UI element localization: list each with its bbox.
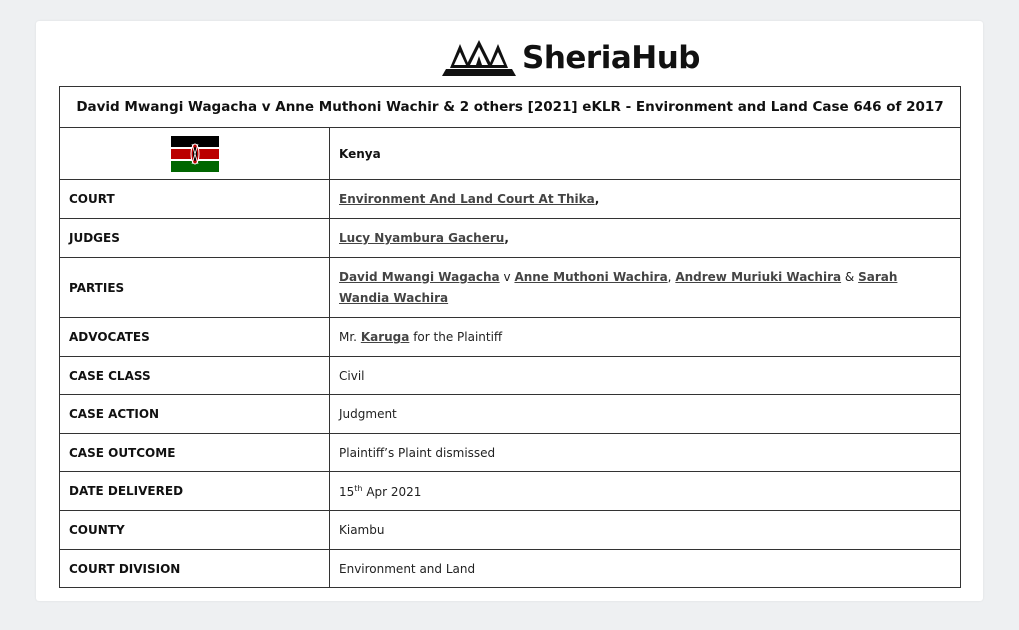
ampersand-text: & (844, 269, 855, 284)
parties-value (330, 258, 961, 318)
judges-label: JUDGES (60, 219, 330, 258)
court-division-row (60, 550, 961, 588)
sheriahub-logo[interactable] (440, 36, 700, 80)
advocates-label: ADVOCATES (60, 318, 330, 357)
county-row (60, 511, 961, 550)
court-label: COURT (60, 180, 330, 219)
case-title: David Mwangi Wagacha v Anne Muthoni Wachir & 2 others [2021] eKLR - Environment and Land Case 646 of 2017 (60, 87, 961, 128)
title-row (60, 87, 961, 128)
party-link-defendant-1[interactable]: Anne Muthoni Wachira (514, 269, 668, 284)
case-class-row (60, 357, 961, 395)
party-link-defendant-3[interactable]: Sarah Wandia Wachira (339, 269, 898, 305)
case-action-value: Judgment (330, 395, 961, 434)
advocates-row (60, 318, 961, 357)
country-flag-cell (60, 128, 330, 180)
court-row (60, 180, 961, 219)
parties-label: PARTIES (60, 258, 330, 318)
court-link[interactable]: Environment And Land Court At Thika (339, 192, 595, 206)
court-suffix: , (594, 192, 600, 206)
advocate-link[interactable]: Karuga (360, 330, 410, 344)
party-separator: , (667, 269, 672, 284)
case-metadata-table (59, 86, 961, 588)
date-delivered-value (330, 472, 961, 511)
judges-value (330, 219, 961, 258)
judge-link[interactable]: Lucy Nyambura Gacheru (339, 231, 505, 245)
case-outcome-label: CASE OUTCOME (60, 434, 330, 472)
case-action-label: CASE ACTION (60, 395, 330, 434)
county-value: Kiambu (330, 511, 961, 550)
case-outcome-value: Plaintiff’s Plaint dismissed (330, 434, 961, 472)
country-row (60, 128, 961, 180)
date-delivered-row (60, 472, 961, 511)
scales-of-justice-icon (440, 38, 518, 78)
case-class-label: CASE CLASS (60, 357, 330, 395)
date-delivered-label: DATE DELIVERED (60, 472, 330, 511)
party-link-defendant-2[interactable]: Andrew Muriuki Wachira (675, 269, 842, 284)
date-ordinal: th (354, 483, 363, 493)
case-class-value: Civil (330, 357, 961, 395)
parties-row (60, 258, 961, 318)
versus-text: v (503, 269, 511, 284)
party-link-plaintiff[interactable]: David Mwangi Wagacha (339, 269, 500, 284)
advocate-prefix: Mr. (339, 330, 357, 344)
judges-row (60, 219, 961, 258)
date-rest: Apr 2021 (366, 484, 422, 499)
case-outcome-row (60, 434, 961, 472)
advocates-value (330, 318, 961, 357)
advocate-suffix: for the Plaintiff (413, 330, 503, 344)
kenya-flag-icon (171, 136, 219, 172)
court-value (330, 180, 961, 219)
case-action-row (60, 395, 961, 434)
county-label: COUNTY (60, 511, 330, 550)
court-division-label: COURT DIVISION (60, 550, 330, 588)
country-name: Kenya (330, 128, 961, 180)
judges-suffix: , (504, 231, 509, 245)
court-division-value: Environment and Land (330, 550, 961, 588)
date-day: 15 (339, 484, 355, 499)
brand-name: SheriaHub (522, 40, 700, 76)
